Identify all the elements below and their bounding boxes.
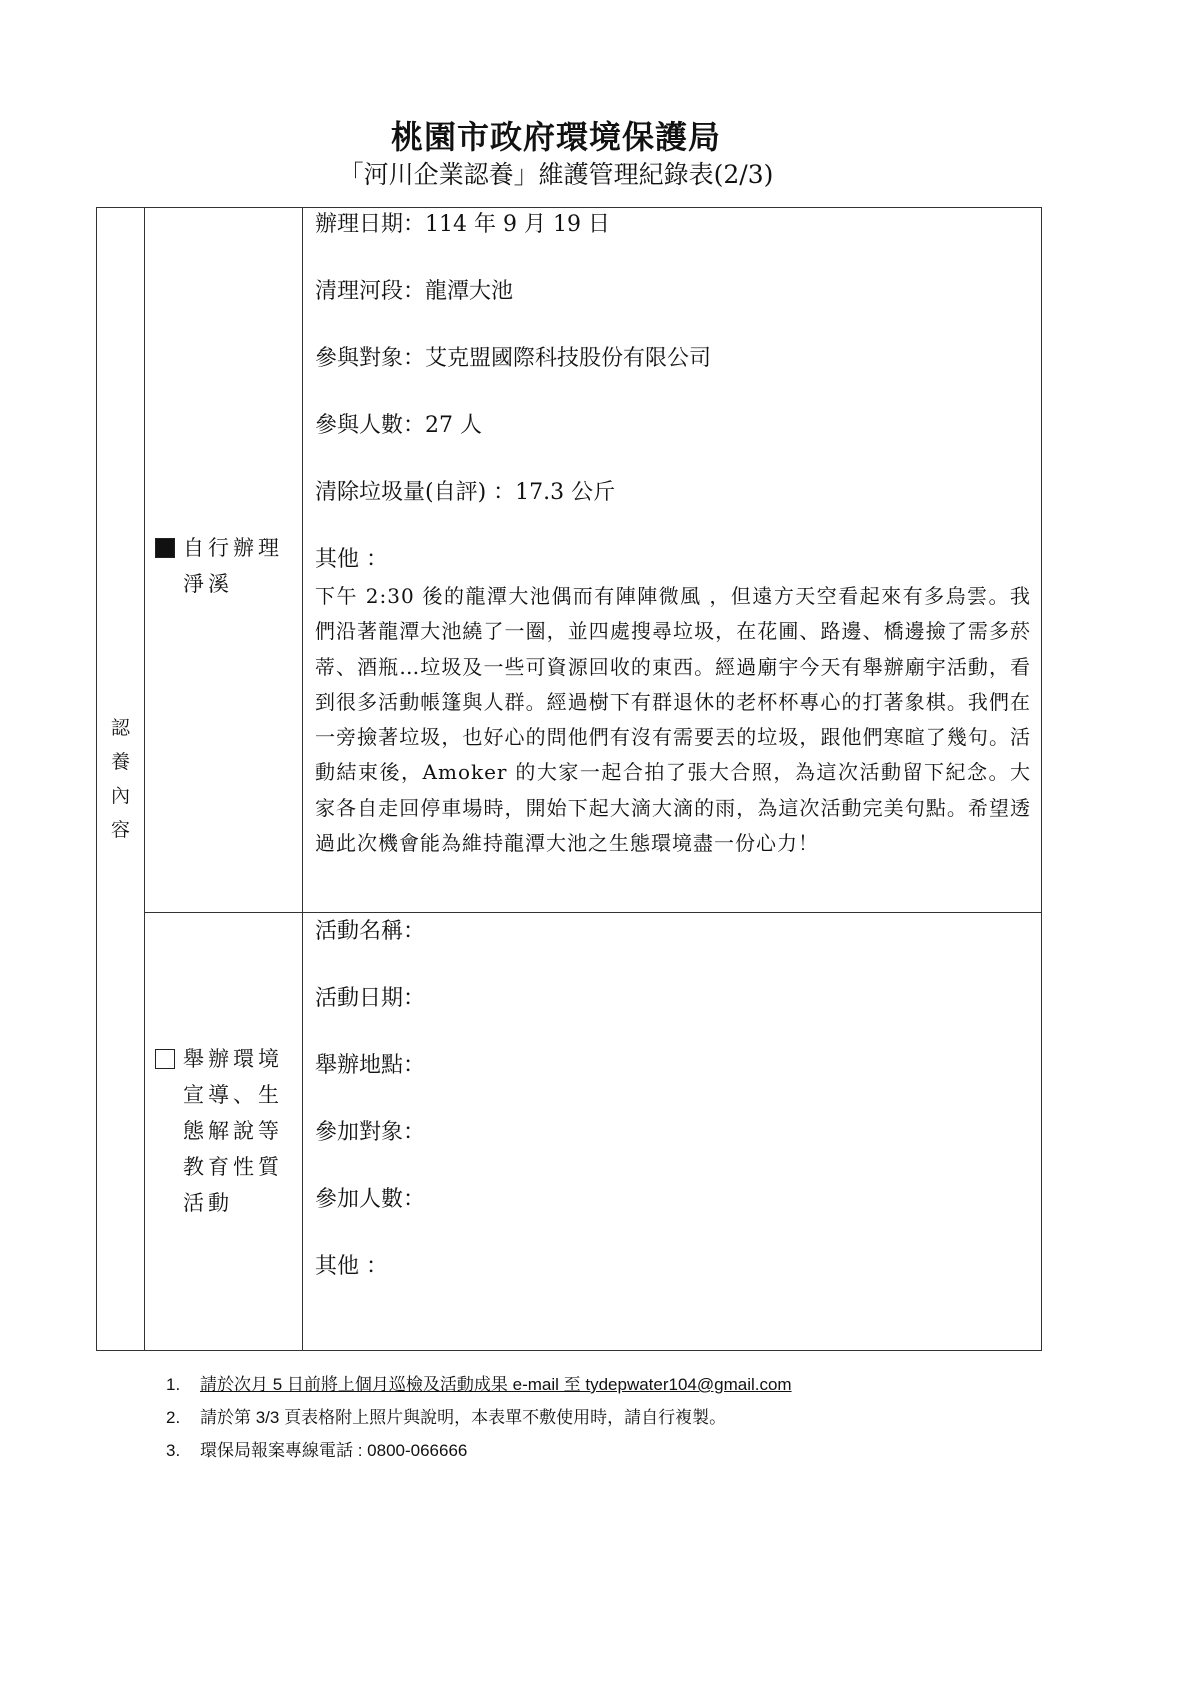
section-label-char: 養	[110, 751, 130, 773]
notes-list	[166, 1372, 792, 1471]
field-garbage-amount: 清除垃圾量(自評) ：17.3 公斤	[315, 480, 616, 505]
section-label-cell	[97, 208, 145, 1351]
field-headcount: 參與人數：27 人	[315, 413, 482, 438]
field-activity-headcount: 參加人數：	[315, 1187, 426, 1212]
field-other-label: 其他 ：	[315, 547, 388, 572]
note-item	[166, 1372, 792, 1405]
education-details-cell	[303, 913, 1042, 1351]
note-number: 1.	[166, 1375, 181, 1394]
note-item	[166, 1438, 792, 1471]
education-option-cell	[145, 913, 303, 1351]
field-participants: 參與對象：艾克盟國際科技股份有限公司	[315, 346, 712, 371]
education-label: 舉辦環境宣導、生態解說等教育性質活動	[183, 1047, 283, 1215]
note-number: 2.	[166, 1408, 181, 1427]
field-activity-date: 活動日期：	[315, 986, 426, 1011]
field-activity-participants: 參加對象：	[315, 1120, 426, 1145]
section-label-char: 內	[110, 785, 130, 807]
self-managed-checkbox[interactable]	[155, 538, 175, 558]
document-subtitle: 「河川企業認養」維護管理紀錄表(2/3)	[338, 160, 774, 189]
note-number: 3.	[166, 1441, 181, 1460]
note-text: 環保局報案專線電話 : 0800-066666	[200, 1441, 468, 1460]
document-title: 桃園市政府環境保護局	[390, 118, 721, 156]
education-option[interactable]	[145, 1041, 302, 1221]
education-checkbox[interactable]	[155, 1049, 175, 1069]
note-text: 請於次月 5 日前將上個月巡檢及活動成果 e-mail 至 tydepwater104@gmail.com	[200, 1375, 792, 1394]
section-label-char: 認	[110, 717, 130, 739]
self-managed-option[interactable]	[145, 530, 302, 602]
section-label	[97, 208, 144, 1350]
field-activity-location: 舉辦地點：	[315, 1053, 426, 1078]
record-form-table	[96, 207, 1042, 1351]
self-managed-option-cell	[145, 208, 303, 913]
section-label-char: 容	[110, 819, 130, 841]
note-text: 請於第 3/3 頁表格附上照片與說明，本表單不敷使用時，請自行複製。	[200, 1408, 727, 1427]
field-activity-other: 其他 ：	[315, 1254, 388, 1279]
field-activity-name: 活動名稱：	[315, 919, 426, 944]
field-river-section: 清理河段：龍潭大池	[315, 279, 514, 304]
note-item	[166, 1405, 792, 1438]
self-managed-label: 自行辦理淨溪	[183, 536, 283, 596]
self-managed-details-cell	[303, 208, 1042, 913]
activity-description: 下午 2:30 後的龍潭大池偶而有陣陣微風 ，但遠方天空看起來有多烏雲。我們沿著龍潭大池繞了一圈，並四處搜尋垃圾，在花圃、路邊、橋邊撿了需多菸蒂、酒瓶…垃圾及一些可資源回收的東西。經過廟宇今天有舉辦廟宇活動，看到很多活動帳篷與人群。經過樹下有群退休的老杯杯專心的打著象棋。我們在一旁撿著垃圾，也好心的問他們有沒有需要丟的垃圾，跟他們寒暄了幾句。活動結束後，Amoker 的大家一起合拍了張大合照，為這次活動留下紀念。大家各自走回停車場時，開始下起大滴大滴的雨，為這次活動完美句點。希望透過此次機會能為維持龍潭大池之生態環境盡一份心力！	[315, 584, 1031, 856]
field-date: 辦理日期：114 年 9 月 19 日	[315, 212, 610, 237]
